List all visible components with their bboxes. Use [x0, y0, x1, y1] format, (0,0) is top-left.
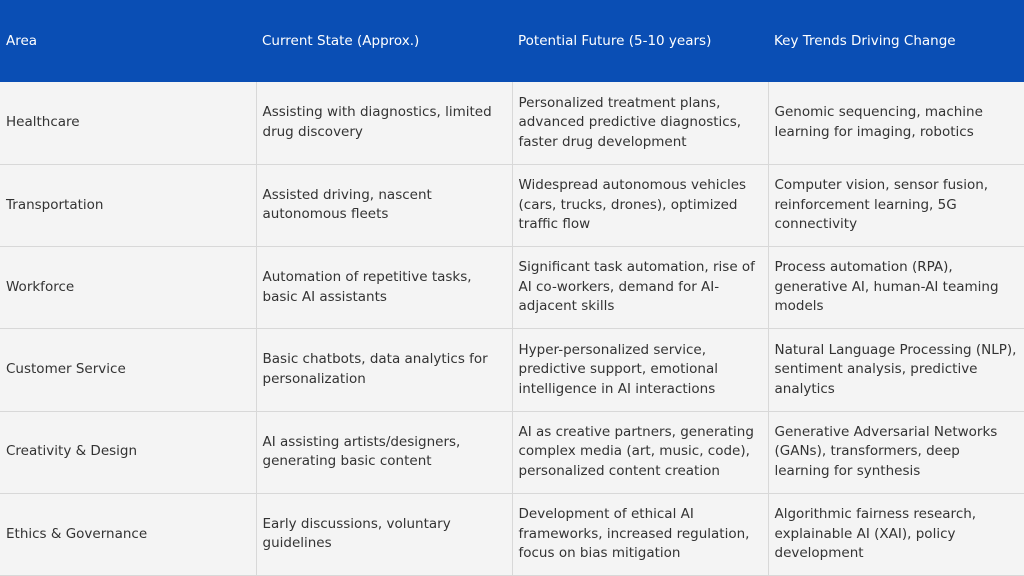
table-row: [0, 493, 1024, 575]
cell-key-trends: Process automation (RPA), generative AI, human-AI teaming models: [768, 247, 1024, 329]
header-potential-future: Potential Future (5-10 years): [512, 0, 768, 82]
table-row: [0, 329, 1024, 411]
cell-area: Workforce: [0, 247, 256, 329]
cell-key-trends: Algorithmic fairness research, explainable AI (XAI), policy development: [768, 493, 1024, 575]
cell-area: Customer Service: [0, 329, 256, 411]
cell-current-state: Assisting with diagnostics, limited drug discovery: [256, 82, 512, 164]
table-row: [0, 411, 1024, 493]
cell-area: Ethics & Governance: [0, 493, 256, 575]
cell-key-trends: Computer vision, sensor fusion, reinforcement learning, 5G connectivity: [768, 164, 1024, 246]
cell-key-trends: Natural Language Processing (NLP), sentiment analysis, predictive analytics: [768, 329, 1024, 411]
header-area: Area: [0, 0, 256, 82]
table-row: [0, 164, 1024, 246]
header-current-state: Current State (Approx.): [256, 0, 512, 82]
cell-current-state: Automation of repetitive tasks, basic AI assistants: [256, 247, 512, 329]
cell-key-trends: Genomic sequencing, machine learning for imaging, robotics: [768, 82, 1024, 164]
cell-potential-future: Hyper-personalized service, predictive support, emotional intelligence in AI interactions: [512, 329, 768, 411]
table-row: [0, 82, 1024, 164]
table-row: [0, 247, 1024, 329]
cell-current-state: Early discussions, voluntary guidelines: [256, 493, 512, 575]
header-key-trends: Key Trends Driving Change: [768, 0, 1024, 82]
cell-area: Transportation: [0, 164, 256, 246]
cell-potential-future: Significant task automation, rise of AI co-workers, demand for AI-adjacent skills: [512, 247, 768, 329]
cell-current-state: Basic chatbots, data analytics for personalization: [256, 329, 512, 411]
cell-potential-future: Personalized treatment plans, advanced predictive diagnostics, faster drug development: [512, 82, 768, 164]
cell-key-trends: Generative Adversarial Networks (GANs), transformers, deep learning for synthesis: [768, 411, 1024, 493]
cell-area: Creativity & Design: [0, 411, 256, 493]
cell-current-state: AI assisting artists/designers, generating basic content: [256, 411, 512, 493]
cell-area: Healthcare: [0, 82, 256, 164]
header-row: [0, 0, 1024, 82]
cell-potential-future: AI as creative partners, generating complex media (art, music, code), personalized content creation: [512, 411, 768, 493]
cell-potential-future: Development of ethical AI frameworks, increased regulation, focus on bias mitigation: [512, 493, 768, 575]
cell-current-state: Assisted driving, nascent autonomous fleets: [256, 164, 512, 246]
cell-potential-future: Widespread autonomous vehicles (cars, trucks, drones), optimized traffic flow: [512, 164, 768, 246]
